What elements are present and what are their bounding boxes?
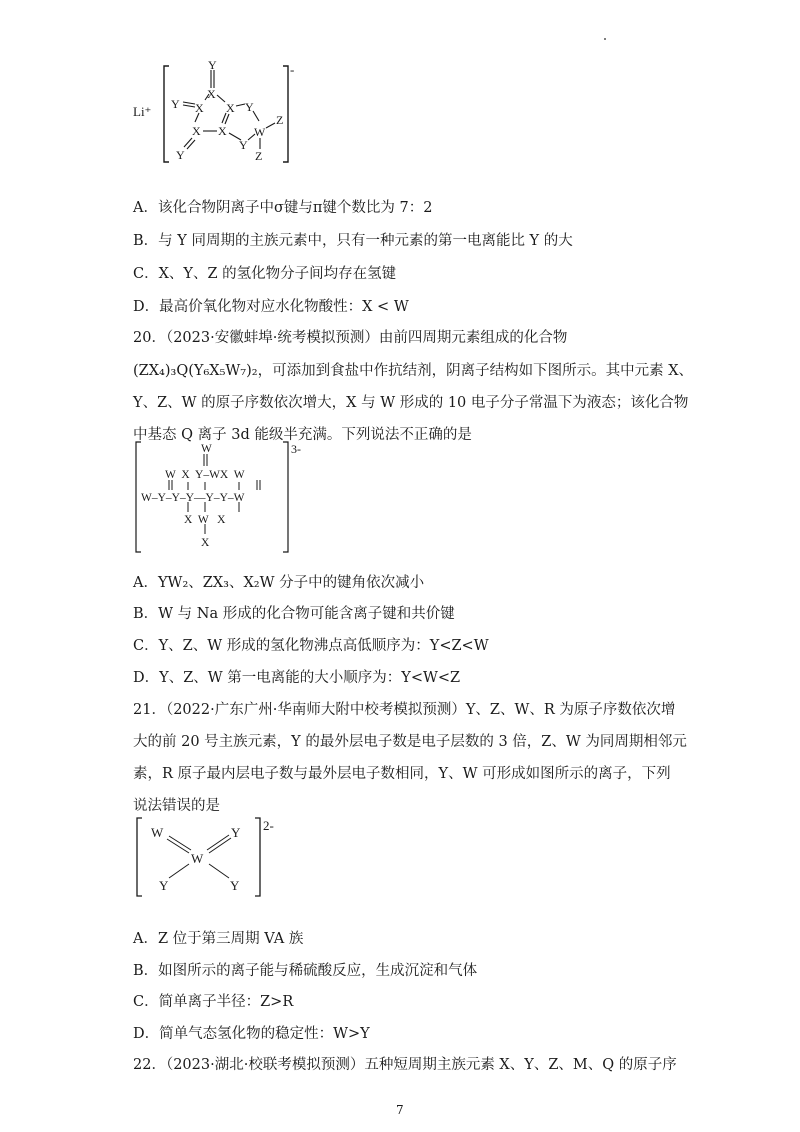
row-1-w: W — [201, 443, 212, 455]
atom-y-top-right: Y — [231, 825, 241, 840]
figure-q21-structure — [133, 816, 293, 900]
q19-option-d: D．最高价氧化物对应水化物酸性：X < W — [133, 299, 409, 315]
q19-option-c: C．X、Y、Z 的氢化物分子间均存在氢键 — [133, 266, 397, 282]
q21-stem-line-1: 21．（2022·广东广州·华南师大附中校考模拟预测）Y、Z、W、R 为原子序数依次增 — [133, 702, 676, 718]
atom-x-left: X — [195, 101, 204, 115]
atom-w: W — [254, 125, 266, 139]
q21-option-c: C．简单离子半径：Z>R — [133, 994, 294, 1010]
anion-charge: 2- — [263, 818, 274, 833]
q21-option-d: D．简单气态氢化物的稳定性：W>Y — [133, 1026, 370, 1042]
atom-y-right: Y — [245, 100, 254, 114]
row-2: W X Y–WX W — [165, 469, 245, 481]
atom-y-bottom-left: Y — [159, 878, 169, 893]
q20-option-d: D．Y、Z、W 第一电离能的大小顺序为：Y<W<Z — [133, 670, 461, 686]
q21-stem-line-2: 大的前 20 号主族元素，Y 的最外层电子数是电子层数的 3 倍，Z、W 为同周期相邻元 — [133, 734, 687, 750]
atom-x-bottom-left: X — [192, 124, 201, 138]
q20-stem-line-3: Y、Z、W 的原子序数依次增大，X 与 W 形成的 10 电子分子常温下为液态；该化合物 — [133, 395, 689, 411]
figure-q20-structure — [133, 440, 313, 558]
atom-w-center: W — [191, 851, 204, 866]
anion-charge: - — [290, 62, 295, 77]
q20-option-b: B．W 与 Na 形成的化合物可能含离子键和共价键 — [133, 606, 455, 622]
right-bracket — [283, 442, 288, 552]
q21-option-b: B．如图所示的离子能与稀硫酸反应，生成沉淀和气体 — [133, 963, 478, 979]
right-bracket — [255, 818, 260, 896]
q20-stem-line-2: (ZX₄)₃Q(Y₆X₅W₇)₂，可添加到食盐中作抗结剂，阴离子结构如下图所示。其中元素 X、 — [133, 363, 694, 379]
row-5: X — [201, 537, 210, 549]
q20-stem-line-1: 20．（2023·安徽蚌埠·统考模拟预测）由前四周期元素组成的化合物 — [133, 330, 568, 346]
atom-x-right: X — [226, 101, 235, 115]
q22-stem-line-1: 22．（2023·湖北·校联考模拟预测）五种短周期主族元素 X、Y、Z、M、Q 的原子序 — [133, 1057, 677, 1073]
q20-option-a: A．YW₂、ZX₃、X₂W 分子中的键角依次减小 — [133, 575, 425, 591]
q21-stem-line-4: 说法错误的是 — [133, 798, 220, 814]
atom-w-top-left: W — [151, 825, 164, 840]
q21-option-a: A．Z 位于第三周期 VA 族 — [133, 931, 304, 947]
anion-charge: 3- — [291, 442, 301, 456]
atom-y-top: Y — [208, 58, 217, 72]
atom-z-right: Z — [276, 113, 284, 127]
q19-option-b: B．与 Y 同周期的主族元素中，只有一种元素的第一电离能比 Y 的大 — [133, 233, 573, 249]
atom-y-bottom: Y — [239, 138, 248, 152]
left-bracket — [164, 66, 169, 162]
atom-y-left: Y — [171, 97, 180, 111]
li-cation: Li⁺ — [133, 104, 152, 119]
page-speck — [604, 38, 606, 40]
row-3: W–Y–Y–Y—Y–Y–W — [141, 492, 245, 504]
q21-stem-line-3: 素，R 原子最内层电子数与最外层电子数相同，Y、W 可形成如图所示的离子，下列 — [133, 766, 671, 782]
atom-y-bottom-left: Y — [176, 148, 185, 162]
q19-option-a: A．该化合物阴离子中σ键与π键个数比为 7：2 — [133, 200, 433, 216]
atom-x-bottom-right: X — [218, 124, 227, 138]
figure-q19-structure — [133, 58, 303, 170]
atom-z-bottom: Z — [255, 149, 263, 163]
row-4: X W X — [184, 514, 226, 526]
right-bracket — [283, 66, 288, 162]
left-bracket — [137, 818, 142, 896]
atom-x-top: X — [207, 87, 216, 101]
q20-stem-line-4: 中基态 Q 离子 3d 能级半充满。下列说法不正确的是 — [133, 427, 472, 443]
q20-option-c: C．Y、Z、W 形成的氢化物沸点高低顺序为：Y<Z<W — [133, 638, 489, 654]
page-number: 7 — [396, 1103, 404, 1117]
atom-y-bottom-right: Y — [230, 878, 240, 893]
